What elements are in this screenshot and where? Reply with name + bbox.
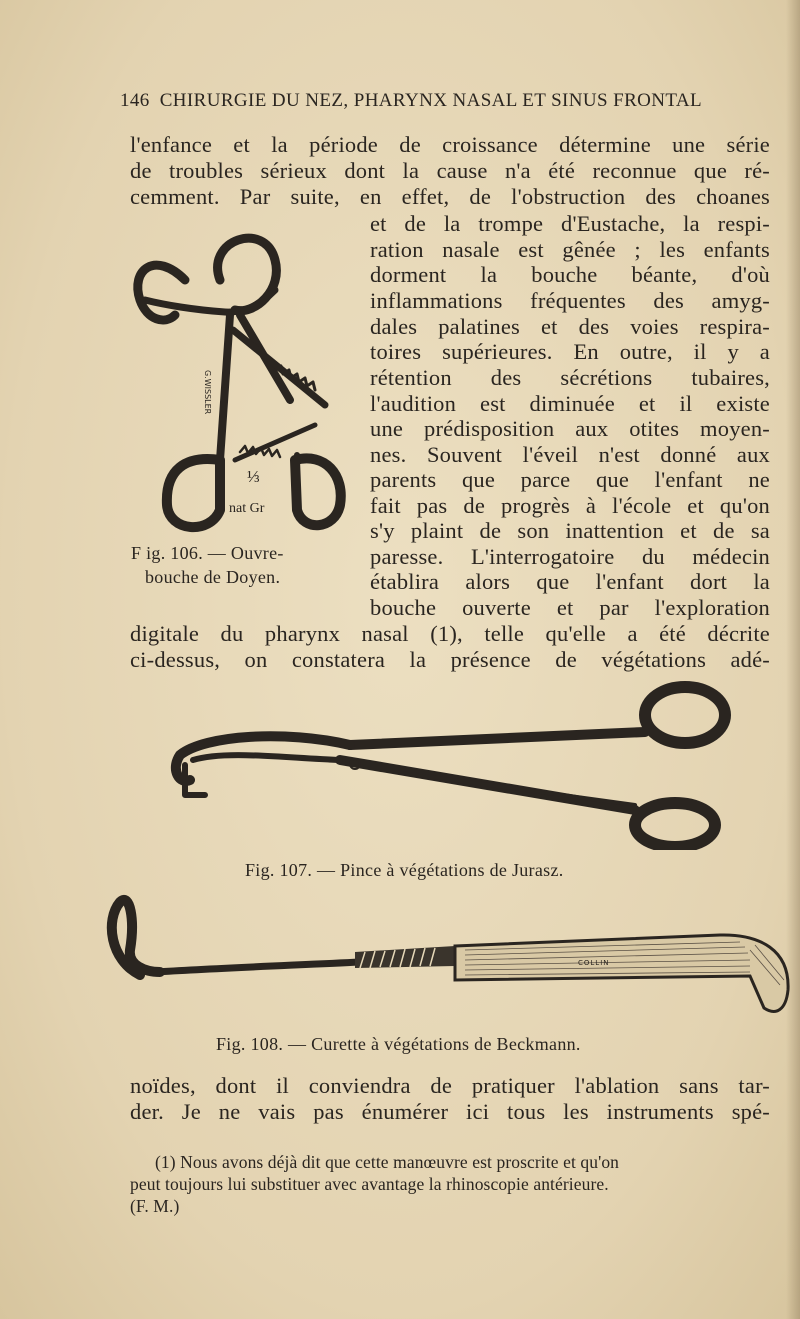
footnote-line: (1) Nous avons déjà dit que cette manœuvre est proscrite et qu'on	[155, 1152, 620, 1172]
body-line: toires supérieures. En outre, il y a	[370, 339, 770, 364]
figure-108-caption: Fig. 108. — Curette à végétations de Beckmann.	[216, 1034, 581, 1054]
footnote-line: (F. M.)	[130, 1196, 180, 1216]
body-line: cemment. Par suite, en effet, de l'obstruction des choanes	[130, 184, 770, 209]
body-line: s'y plaint de son inattention et de sa	[370, 518, 770, 543]
page-edge-shadow	[786, 0, 800, 1319]
body-line: une prédisposition aux otites moyen-	[370, 416, 770, 441]
body-line: de troubles sérieux dont la cause n'a été reconnue que ré-	[130, 158, 770, 183]
body-line: établira alors que l'enfant dort la	[370, 569, 770, 594]
body-line: l'enfance et la période de croissance détermine une série	[130, 132, 770, 157]
body-line: dorment la bouche béante, d'où	[370, 262, 770, 287]
figure-108-curette	[100, 890, 800, 1030]
body-line: parents que parce que l'enfant ne	[370, 467, 770, 492]
body-line: et de la trompe d'Eustache, la respi-	[370, 211, 770, 236]
maker-mark-wissler: G.WISSLER	[203, 370, 212, 415]
figure-106-caption-line2: bouche de Doyen.	[145, 567, 281, 587]
body-line: nes. Souvent l'éveil n'est donné aux	[370, 442, 770, 467]
running-header	[120, 90, 770, 112]
scale-sub: nat Gr	[229, 501, 265, 516]
body-line: fait pas de progrès à l'école et qu'on	[370, 493, 770, 518]
body-line: der. Je ne vais pas énumérer ici tous les instruments spé-	[130, 1099, 770, 1124]
body-line: inflammations fréquentes des amyg-	[370, 288, 770, 313]
body-line: l'audition est diminuée et il existe	[370, 391, 770, 416]
figure-106-mouth-gag	[125, 220, 355, 540]
body-line: paresse. L'interrogatoire du médecin	[370, 544, 770, 569]
footnote-line: peut toujours lui substituer avec avantage la rhinoscopie antérieure.	[130, 1174, 609, 1194]
page-number: 146	[120, 90, 150, 111]
maker-mark-collin: COLLIN	[578, 959, 610, 967]
body-line: bouche ouverte et par l'exploration	[370, 595, 770, 620]
figure-107-caption: Fig. 107. — Pince à végétations de Jurasz.	[245, 860, 564, 880]
body-line: digitale du pharynx nasal (1), telle qu'elle a été décrite	[130, 621, 770, 646]
figure-107-forceps	[165, 680, 735, 850]
scale-fraction: ⅓	[247, 467, 260, 486]
body-line: ration nasale est gênée ; les enfants	[370, 237, 770, 262]
body-line: dales palatines et des voies respira-	[370, 314, 770, 339]
body-line: noïdes, dont il conviendra de pratiquer l'ablation sans tar-	[130, 1073, 770, 1098]
body-line: ci-dessus, on constatera la présence de végétations adé-	[130, 647, 770, 672]
running-title: CHIRURGIE DU NEZ, PHARYNX NASAL ET SINUS FRONTAL	[159, 90, 703, 111]
figure-106-caption-line1: F ig. 106. — Ouvre-	[131, 543, 284, 563]
body-line: rétention des sécrétions tubaires,	[370, 365, 770, 390]
